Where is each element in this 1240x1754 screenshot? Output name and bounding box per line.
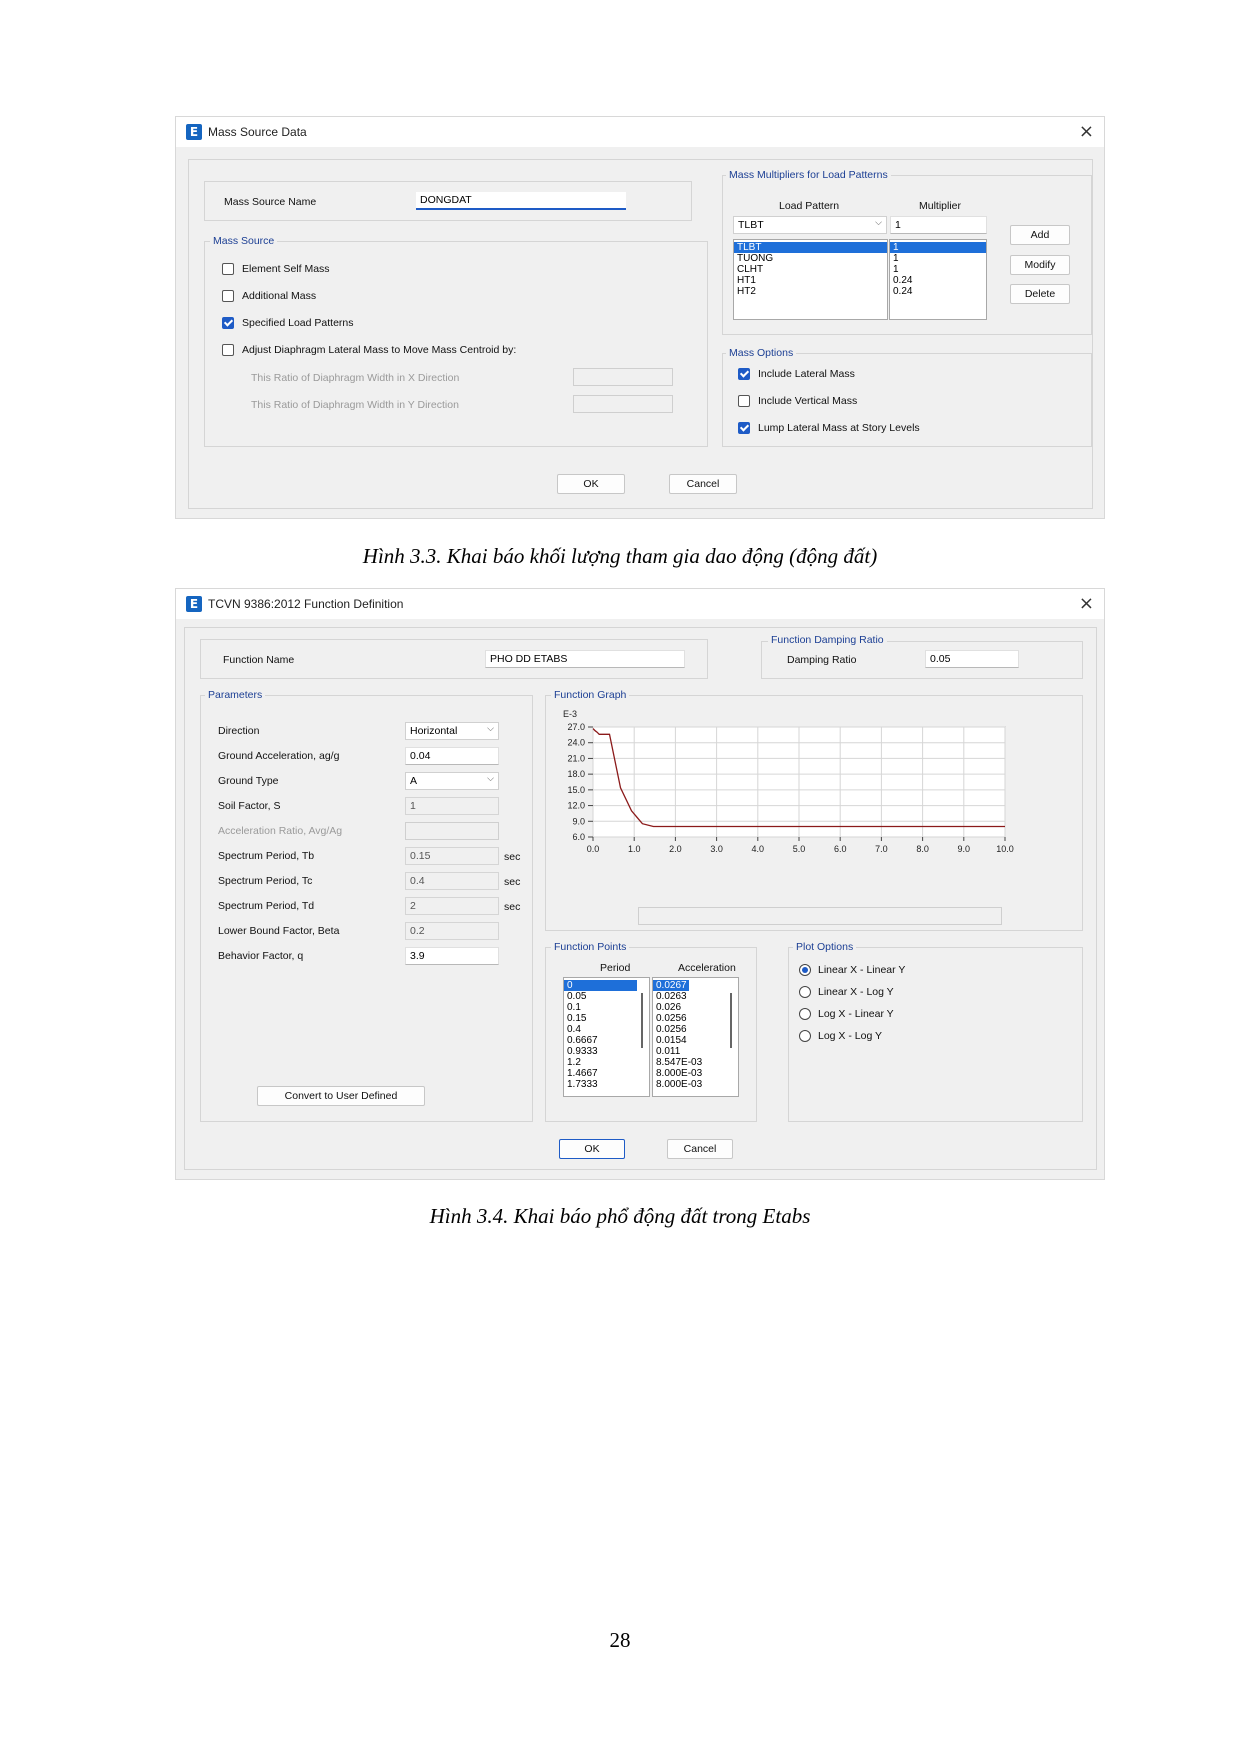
chevron-down-icon: ⌵ <box>875 218 882 228</box>
close-icon[interactable]: × <box>1078 121 1094 142</box>
function-definition-dialog <box>175 588 1105 1180</box>
additional-mass-label: Additional Mass <box>242 290 317 302</box>
period-tc-label: Spectrum Period, Tc <box>218 875 313 887</box>
list-item[interactable]: 8.000E-03 <box>656 1068 703 1079</box>
y-tick-label: 27.0 <box>567 722 585 732</box>
delete-button[interactable]: Delete <box>1010 284 1070 304</box>
title-bar <box>176 589 1104 619</box>
list-item[interactable]: 0.011 <box>656 1046 681 1057</box>
log-x-log-y-label: Log X - Log Y <box>818 1030 883 1042</box>
multiplier-input[interactable]: 1 <box>890 216 987 234</box>
function-graph-group-title: Function Graph <box>551 689 629 701</box>
beta-label: Lower Bound Factor, Beta <box>218 925 340 937</box>
period-tb-label: Spectrum Period, Tb <box>218 850 315 862</box>
mass-source-dialog <box>175 116 1105 519</box>
list-item[interactable]: CLHT <box>737 264 764 275</box>
adjust-diaphragm-label: Adjust Diaphragm Lateral Mass to Move Mass Centroid by: <box>242 344 517 356</box>
list-item[interactable]: 0.4 <box>567 1024 581 1035</box>
list-item[interactable]: 0.026 <box>656 1002 682 1013</box>
figure-caption-3-3: Hình 3.3. Khai báo khối lượng tham gia dao động (động đất) <box>362 544 878 568</box>
figure-caption-3-4: Hình 3.4. Khai báo phổ động đất trong Etabs <box>429 1204 811 1228</box>
period-tb-unit: sec <box>504 851 521 863</box>
close-icon[interactable]: × <box>1078 593 1094 614</box>
window-title: Mass Source Data <box>208 125 307 139</box>
window-title: TCVN 9386:2012 Function Definition <box>208 597 404 611</box>
title-bar <box>176 117 1104 147</box>
multiplier-column-header: Multiplier <box>919 200 962 212</box>
soil-factor-value: 1 <box>405 797 499 815</box>
additional-mass-checkbox[interactable] <box>222 290 234 302</box>
linear-x-linear-y-label: Linear X - Linear Y <box>818 964 906 976</box>
etabs-app-icon: E <box>186 596 202 612</box>
list-item[interactable]: 0.05 <box>567 991 587 1002</box>
list-item[interactable]: 0.0256 <box>656 1024 687 1035</box>
log-x-log-y-radio[interactable] <box>799 1030 811 1042</box>
x-tick-label: 4.0 <box>751 844 765 854</box>
x-tick-label: 9.0 <box>957 844 971 854</box>
list-item[interactable]: 0.15 <box>567 1013 587 1024</box>
specified-load-patterns-label: Specified Load Patterns <box>242 317 354 329</box>
mass-source-name-label: Mass Source Name <box>224 196 317 208</box>
behavior-factor-input[interactable]: 3.9 <box>405 947 499 965</box>
list-item[interactable]: TUONG <box>737 253 774 264</box>
direction-selected: Horizontal <box>410 725 458 737</box>
function-graph <box>546 701 1082 901</box>
include-lateral-mass-checkbox[interactable] <box>738 368 750 380</box>
period-list-scrollbar[interactable] <box>641 993 643 1048</box>
function-name-label: Function Name <box>223 654 295 666</box>
function-graph-chart <box>546 701 1082 901</box>
y-tick-label: 18.0 <box>567 769 585 780</box>
list-item[interactable]: 1 <box>890 242 986 253</box>
linear-x-log-y-label: Linear X - Log Y <box>818 986 894 998</box>
etabs-app-icon: E <box>186 124 202 140</box>
ground-acceleration-input[interactable]: 0.04 <box>405 747 499 765</box>
list-item[interactable]: 0 <box>564 980 637 991</box>
ok-button[interactable]: OK <box>559 1139 625 1159</box>
ground-acceleration-label: Ground Acceleration, ag/g <box>218 750 340 762</box>
cancel-button[interactable]: Cancel <box>669 474 737 494</box>
lump-lateral-mass-checkbox[interactable] <box>738 422 750 434</box>
period-tc-value: 0.4 <box>405 872 499 890</box>
list-item[interactable]: 0.0267 <box>653 980 689 991</box>
acceleration-ratio-label: Acceleration Ratio, Avg/Ag <box>218 825 343 837</box>
list-item[interactable]: 0.1 <box>567 1002 581 1013</box>
y-tick-label: 6.0 <box>572 832 585 842</box>
list-item[interactable]: HT2 <box>737 286 756 297</box>
ground-type-dropdown[interactable] <box>405 772 499 790</box>
list-item[interactable]: 8.547E-03 <box>656 1057 703 1068</box>
chevron-down-icon: ⌵ <box>487 724 494 734</box>
cancel-button[interactable]: Cancel <box>667 1139 733 1159</box>
ratio-x-label: This Ratio of Diaphragm Width in X Direction <box>251 372 460 384</box>
adjust-diaphragm-checkbox[interactable] <box>222 344 234 356</box>
load-pattern-dropdown[interactable] <box>733 216 887 234</box>
log-x-linear-y-label: Log X - Linear Y <box>818 1008 894 1020</box>
linear-x-linear-y-radio[interactable] <box>799 964 811 976</box>
mass-multipliers-group-title: Mass Multipliers for Load Patterns <box>726 169 891 181</box>
lump-lateral-mass-label: Lump Lateral Mass at Story Levels <box>758 422 920 434</box>
y-multiplier-label: E-3 <box>563 709 578 719</box>
list-item[interactable]: TLBT <box>734 242 887 253</box>
x-tick-label: 10.0 <box>996 844 1014 854</box>
graph-coordinate-readout <box>638 907 1002 925</box>
include-vertical-mass-checkbox[interactable] <box>738 395 750 407</box>
element-self-mass-label: Element Self Mass <box>242 263 330 275</box>
behavior-factor-label: Behavior Factor, q <box>218 950 304 962</box>
acceleration-list-scrollbar[interactable] <box>730 993 732 1048</box>
list-item[interactable]: 1.7333 <box>567 1079 598 1090</box>
include-lateral-mass-label: Include Lateral Mass <box>758 368 855 380</box>
x-tick-label: 2.0 <box>669 844 682 854</box>
mass-source-name-input[interactable]: DONGDAT <box>416 192 626 210</box>
damping-ratio-group-title: Function Damping Ratio <box>768 634 887 646</box>
list-item[interactable]: 8.000E-03 <box>656 1079 703 1090</box>
x-tick-label: 3.0 <box>710 844 723 854</box>
list-item[interactable]: 1.4667 <box>567 1068 598 1079</box>
x-tick-label: 6.0 <box>833 844 847 854</box>
function-points-group-title: Function Points <box>551 941 629 953</box>
beta-value: 0.2 <box>405 922 499 940</box>
y-tick-label: 12.0 <box>567 800 585 811</box>
y-tick-label: 21.0 <box>567 753 585 764</box>
multiplier-list[interactable] <box>889 239 987 320</box>
list-item[interactable]: 0.6667 <box>567 1035 598 1046</box>
list-item[interactable]: 0.0256 <box>656 1013 687 1024</box>
function-name-input[interactable]: PHO DD ETABS <box>485 650 685 668</box>
mass-options-group-title: Mass Options <box>726 347 796 359</box>
y-tick-label: 9.0 <box>572 816 585 827</box>
chevron-down-icon: ⌵ <box>487 774 494 784</box>
plot-options-group-title: Plot Options <box>793 941 856 953</box>
ok-button[interactable]: OK <box>557 474 625 494</box>
acceleration-column-header: Acceleration <box>678 962 736 974</box>
acceleration-list[interactable] <box>652 977 739 1097</box>
list-item[interactable]: 0.9333 <box>567 1046 598 1057</box>
ratio-y-label: This Ratio of Diaphragm Width in Y Direction <box>251 399 459 411</box>
ground-type-label: Ground Type <box>218 775 279 787</box>
list-item[interactable]: 0.24 <box>893 286 913 297</box>
x-tick-label: 1.0 <box>627 844 641 854</box>
period-td-unit: sec <box>504 901 521 913</box>
parameters-group-title: Parameters <box>205 689 265 701</box>
mass-source-group-title: Mass Source <box>210 235 277 247</box>
damping-ratio-label: Damping Ratio <box>787 654 857 666</box>
direction-label: Direction <box>218 725 260 737</box>
specified-load-patterns-checkbox[interactable] <box>222 317 234 329</box>
period-td-value: 2 <box>405 897 499 915</box>
ratio-x-input[interactable] <box>573 368 673 386</box>
ratio-y-input[interactable] <box>573 395 673 413</box>
y-tick-label: 15.0 <box>567 784 585 795</box>
linear-x-log-y-radio[interactable] <box>799 986 811 998</box>
x-tick-label: 5.0 <box>792 844 806 854</box>
direction-dropdown[interactable] <box>405 722 499 740</box>
page-number: 28 <box>609 1628 631 1652</box>
soil-factor-label: Soil Factor, S <box>218 800 281 812</box>
period-tb-value: 0.15 <box>405 847 499 865</box>
period-column-header: Period <box>600 962 631 974</box>
add-button[interactable]: Add <box>1010 225 1070 245</box>
load-pattern-list[interactable] <box>733 239 888 320</box>
damping-ratio-input[interactable]: 0.05 <box>925 650 1019 668</box>
list-item[interactable]: 0.0154 <box>656 1035 687 1046</box>
x-tick-label: 0.0 <box>586 844 600 854</box>
modify-button[interactable]: Modify <box>1010 255 1070 275</box>
period-td-label: Spectrum Period, Td <box>218 900 315 912</box>
list-item[interactable]: 1 <box>893 253 899 264</box>
list-item[interactable]: 0.0263 <box>656 991 687 1002</box>
x-tick-label: 8.0 <box>916 844 929 854</box>
include-vertical-mass-label: Include Vertical Mass <box>758 395 858 407</box>
log-x-linear-y-radio[interactable] <box>799 1008 811 1020</box>
element-self-mass-checkbox[interactable] <box>222 263 234 275</box>
list-item[interactable]: 1.2 <box>567 1057 581 1068</box>
list-item[interactable]: 1 <box>893 264 899 275</box>
y-tick-label: 24.0 <box>567 737 585 748</box>
x-tick-label: 7.0 <box>875 844 888 854</box>
convert-to-user-defined-button[interactable]: Convert to User Defined <box>257 1086 425 1106</box>
ground-type-selected: A <box>410 775 418 787</box>
load-pattern-column-header: Load Pattern <box>779 200 840 212</box>
period-tc-unit: sec <box>504 876 521 888</box>
acceleration-ratio-input[interactable] <box>405 822 499 840</box>
period-list[interactable] <box>563 977 650 1097</box>
list-item[interactable]: 0.24 <box>893 275 913 286</box>
load-pattern-selected: TLBT <box>738 219 764 231</box>
list-item[interactable]: HT1 <box>737 275 756 286</box>
